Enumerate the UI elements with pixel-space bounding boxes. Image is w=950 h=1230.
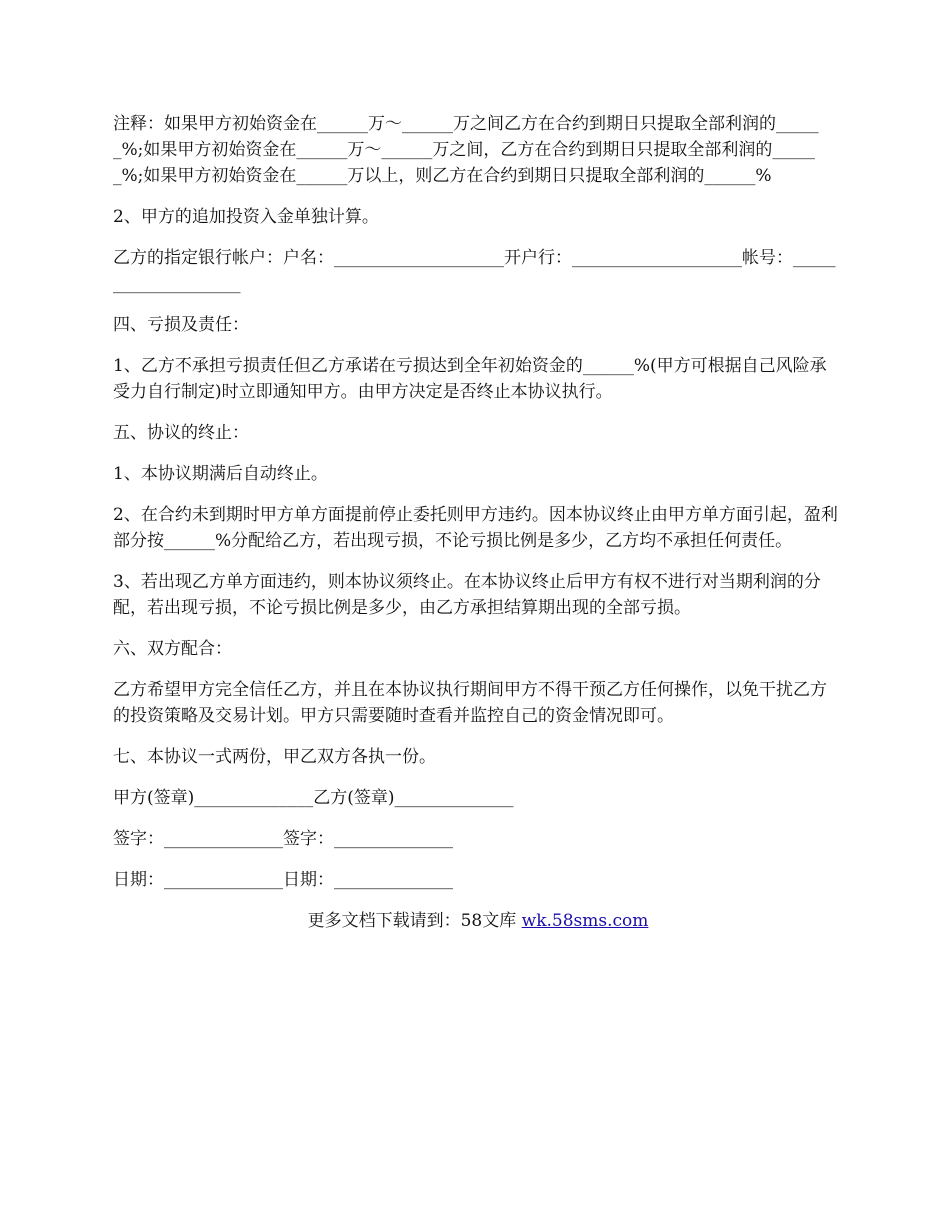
document-page: [113, 111, 843, 934]
section-heading-termination: 五、协议的终止：: [113, 423, 249, 443]
note-paragraph: 注释：如果甲方初始资金在______万～______万之间乙方在合约到期日只提取全部利润的______%;如果甲方初始资金在______万～______万之间，乙方在合约到期日只提取全部利润的______%;如果甲方初始资金在______万以上，则乙方在合约到期日只提取全部利润的______%: [113, 114, 819, 186]
section-heading-cooperation: 六、双方配合：: [113, 639, 232, 659]
signature-line: 签字：______________签字：______________: [113, 829, 453, 849]
date-line: 日期：______________日期：______________: [113, 870, 453, 890]
loss-clause-1: 1、乙方不承担亏损责任但乙方承诺在亏损达到全年初始资金的______%(甲方可根据自己风险承受力自行制定)时立即通知甲方。由甲方决定是否终止本协议执行。: [113, 356, 827, 402]
footer-link[interactable]: wk.58sms.com: [521, 911, 649, 931]
footer-text: 更多文档下载请到：58文库: [307, 911, 522, 931]
bank-account-paragraph: 乙方的指定银行帐户：户名：____________________开户行：____________________帐号：____________________: [113, 248, 836, 294]
cooperation-paragraph: 乙方希望甲方完全信任乙方，并且在本协议执行期间甲方不得干预乙方任何操作，以免干扰乙方的投资策略及交易计划。甲方只需要随时查看并监控自己的资金情况即可。: [113, 680, 827, 726]
termination-clause-3: 3、若出现乙方单方面违约，则本协议须终止。在本协议终止后甲方有权不进行对当期利润的分配，若出现亏损，不论亏损比例是多少，由乙方承担结算期出现的全部亏损。: [113, 572, 821, 618]
termination-clause-2: 2、在合约未到期时甲方单方面提前停止委托则甲方违约。因本协议终止由甲方单方面引起，盈利部分按______%分配给乙方，若出现亏损，不论亏损比例是多少，乙方均不承担任何责任。: [113, 505, 838, 551]
seal-line: 甲方(签章)______________乙方(签章)______________: [113, 788, 514, 808]
footer: [113, 908, 843, 934]
termination-clause-1: 1、本协议期满后自动终止。: [113, 464, 328, 484]
copies-clause: 七、本协议一式两份，甲乙双方各执一份。: [113, 747, 436, 767]
section-heading-loss: 四、亏损及责任：: [113, 315, 249, 335]
additional-investment-paragraph: 2、甲方的追加投资入金单独计算。: [113, 207, 379, 227]
